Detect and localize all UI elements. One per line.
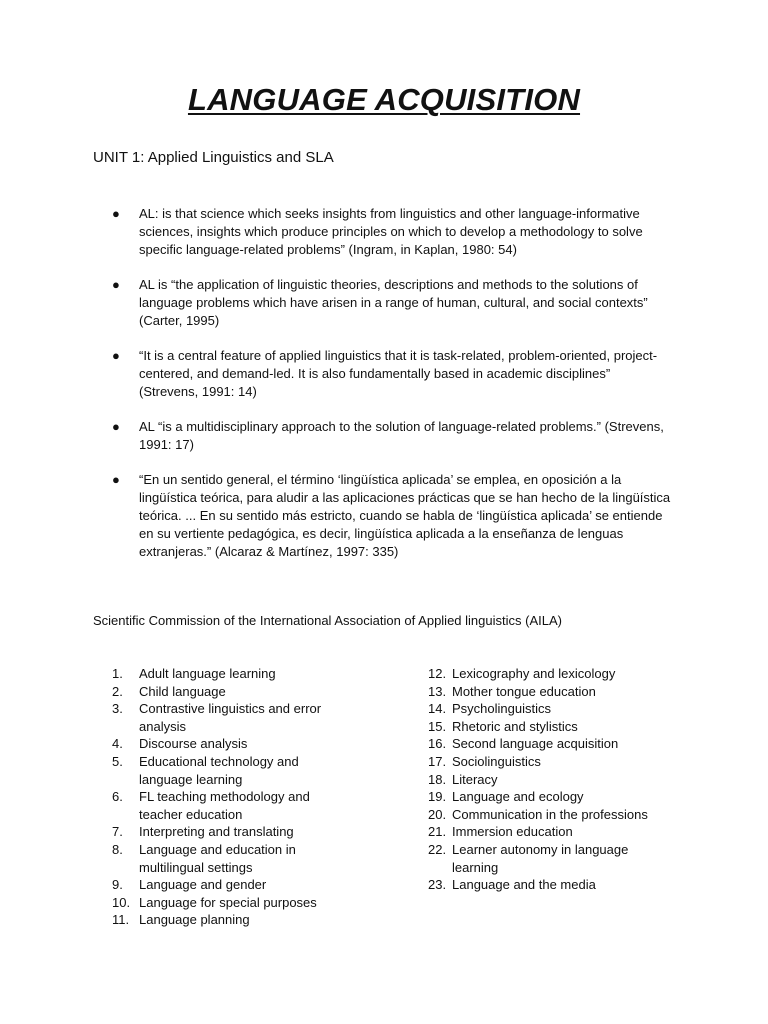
item-number: 1.	[112, 666, 123, 681]
bullet-icon: ●	[112, 472, 120, 487]
definition-text: AL “is a multidisciplinary approach to the solution of language-related problems.” (Strevens, 1991: 17)	[139, 419, 664, 452]
list-item	[428, 788, 658, 806]
definition-text: AL is “the application of linguistic theories, descriptions and methods to the solutions of language problems which have arisen in a range of human, cultural, and social contexts” (Carter, 1995)	[139, 277, 648, 328]
item-number: 23.	[428, 877, 447, 893]
item-number: 16.	[428, 736, 447, 752]
item-text: Learner autonomy in language learning	[452, 841, 629, 875]
list-item	[112, 894, 342, 912]
item-number: 9.	[112, 877, 123, 893]
list-item	[428, 753, 658, 771]
bullet-icon: ●	[112, 419, 120, 434]
item-number: 17.	[428, 753, 447, 769]
item-number: 11.	[112, 912, 130, 928]
item-number: 8.	[112, 841, 123, 857]
definition-item	[112, 205, 672, 259]
list-item	[428, 841, 658, 876]
definition-item	[112, 347, 672, 401]
item-number: 22.	[428, 841, 447, 857]
definitions-list	[112, 205, 672, 578]
item-text: Psycholinguistics	[452, 701, 551, 717]
item-number: 2.	[112, 683, 123, 699]
item-text: Educational technology and language learning	[139, 753, 299, 787]
item-number: 20.	[428, 806, 447, 822]
aila-list-right	[428, 665, 658, 894]
item-text: Language for special purposes	[139, 894, 317, 910]
item-number: 19.	[428, 789, 447, 805]
item-text: Language and ecology	[452, 789, 584, 805]
item-text: Immersion education	[452, 824, 573, 840]
item-number: 21.	[428, 824, 447, 840]
list-item	[112, 683, 342, 701]
item-number: 3.	[112, 701, 123, 717]
item-text: Literacy	[452, 771, 498, 787]
definition-item	[112, 276, 672, 330]
bullet-icon: ●	[112, 277, 120, 292]
aila-list-left	[112, 665, 342, 929]
commission-heading: Scientific Commission of the International Association of Applied linguistics (AILA)	[93, 613, 562, 628]
definition-text: “It is a central feature of applied linguistics that it is task-related, problem-oriented, project-centered, and demand-led. It is also fundamentally based in academic disciplines” (Strevens, 1991: 14)	[139, 348, 658, 399]
list-item	[428, 771, 658, 789]
item-text: Mother tongue education	[452, 683, 596, 699]
list-item	[428, 718, 658, 736]
item-text: Language planning	[139, 912, 250, 928]
item-text: Adult language learning	[139, 666, 276, 681]
list-item	[112, 911, 342, 929]
item-number: 13.	[428, 683, 447, 699]
item-number: 7.	[112, 824, 123, 840]
list-item	[112, 753, 342, 788]
item-number: 10.	[112, 894, 131, 910]
list-item	[112, 876, 342, 894]
item-text: Contrastive linguistics and error analysis	[139, 701, 322, 734]
bullet-icon: ●	[112, 348, 120, 363]
item-text: Communication in the professions	[452, 806, 648, 822]
list-item	[112, 823, 342, 841]
item-number: 5.	[112, 753, 123, 769]
list-item	[428, 876, 658, 894]
list-item	[428, 806, 658, 824]
item-text: Rhetoric and stylistics	[452, 718, 578, 734]
item-number: 4.	[112, 736, 123, 752]
list-item	[112, 700, 342, 735]
definition-text: AL: is that science which seeks insights from linguistics and other language-informative sciences, insights which produce principles on which to develop a methodology to solve specific language-related problems” (Ingram, in Kaplan, 1980: 54)	[139, 206, 643, 257]
definition-item	[112, 418, 672, 454]
page-title: LANGUAGE ACQUISITION	[187, 82, 581, 117]
list-item	[112, 841, 342, 876]
list-item	[428, 683, 658, 701]
list-item	[112, 665, 342, 683]
unit-heading: UNIT 1: Applied Linguistics and SLA	[93, 149, 334, 166]
item-text: Discourse analysis	[139, 736, 248, 752]
list-item	[428, 700, 658, 718]
item-text: Lexicography and lexicology	[452, 666, 616, 681]
list-item	[428, 823, 658, 841]
definition-item	[112, 471, 672, 561]
item-text: Sociolinguistics	[452, 753, 541, 769]
item-number: 15.	[428, 718, 447, 734]
item-text: Second language acquisition	[452, 736, 619, 752]
list-item	[112, 788, 342, 823]
item-text: FL teaching methodology and teacher education	[139, 789, 310, 822]
list-item	[428, 735, 658, 753]
definition-text: “En un sentido general, el término ‘lingüística aplicada’ se emplea, en oposición a la lingüística teórica, para aludir a las aplicaciones prácticas que se han hecho de la lingüística teórica. ... En su sentido más estricto, cuando se habla de ‘lingüística aplicada’ se entiende en su vertiente pedagógica, es decir, lingüística aplicada a la enseñanza de lenguas extranjeras.” (Alcaraz & Martínez, 1997: 335)	[139, 472, 671, 559]
item-number: 12.	[428, 666, 447, 681]
bullet-icon: ●	[112, 206, 120, 221]
item-text: Language and the media	[452, 877, 596, 893]
item-number: 6.	[112, 789, 123, 805]
list-item	[428, 665, 658, 683]
item-text: Language and education in multilingual settings	[139, 841, 296, 875]
item-text: Child language	[139, 683, 226, 699]
item-number: 14.	[428, 701, 447, 717]
list-item	[112, 735, 342, 753]
item-text: Interpreting and translating	[139, 824, 294, 840]
item-text: Language and gender	[139, 877, 267, 893]
item-number: 18.	[428, 771, 447, 787]
